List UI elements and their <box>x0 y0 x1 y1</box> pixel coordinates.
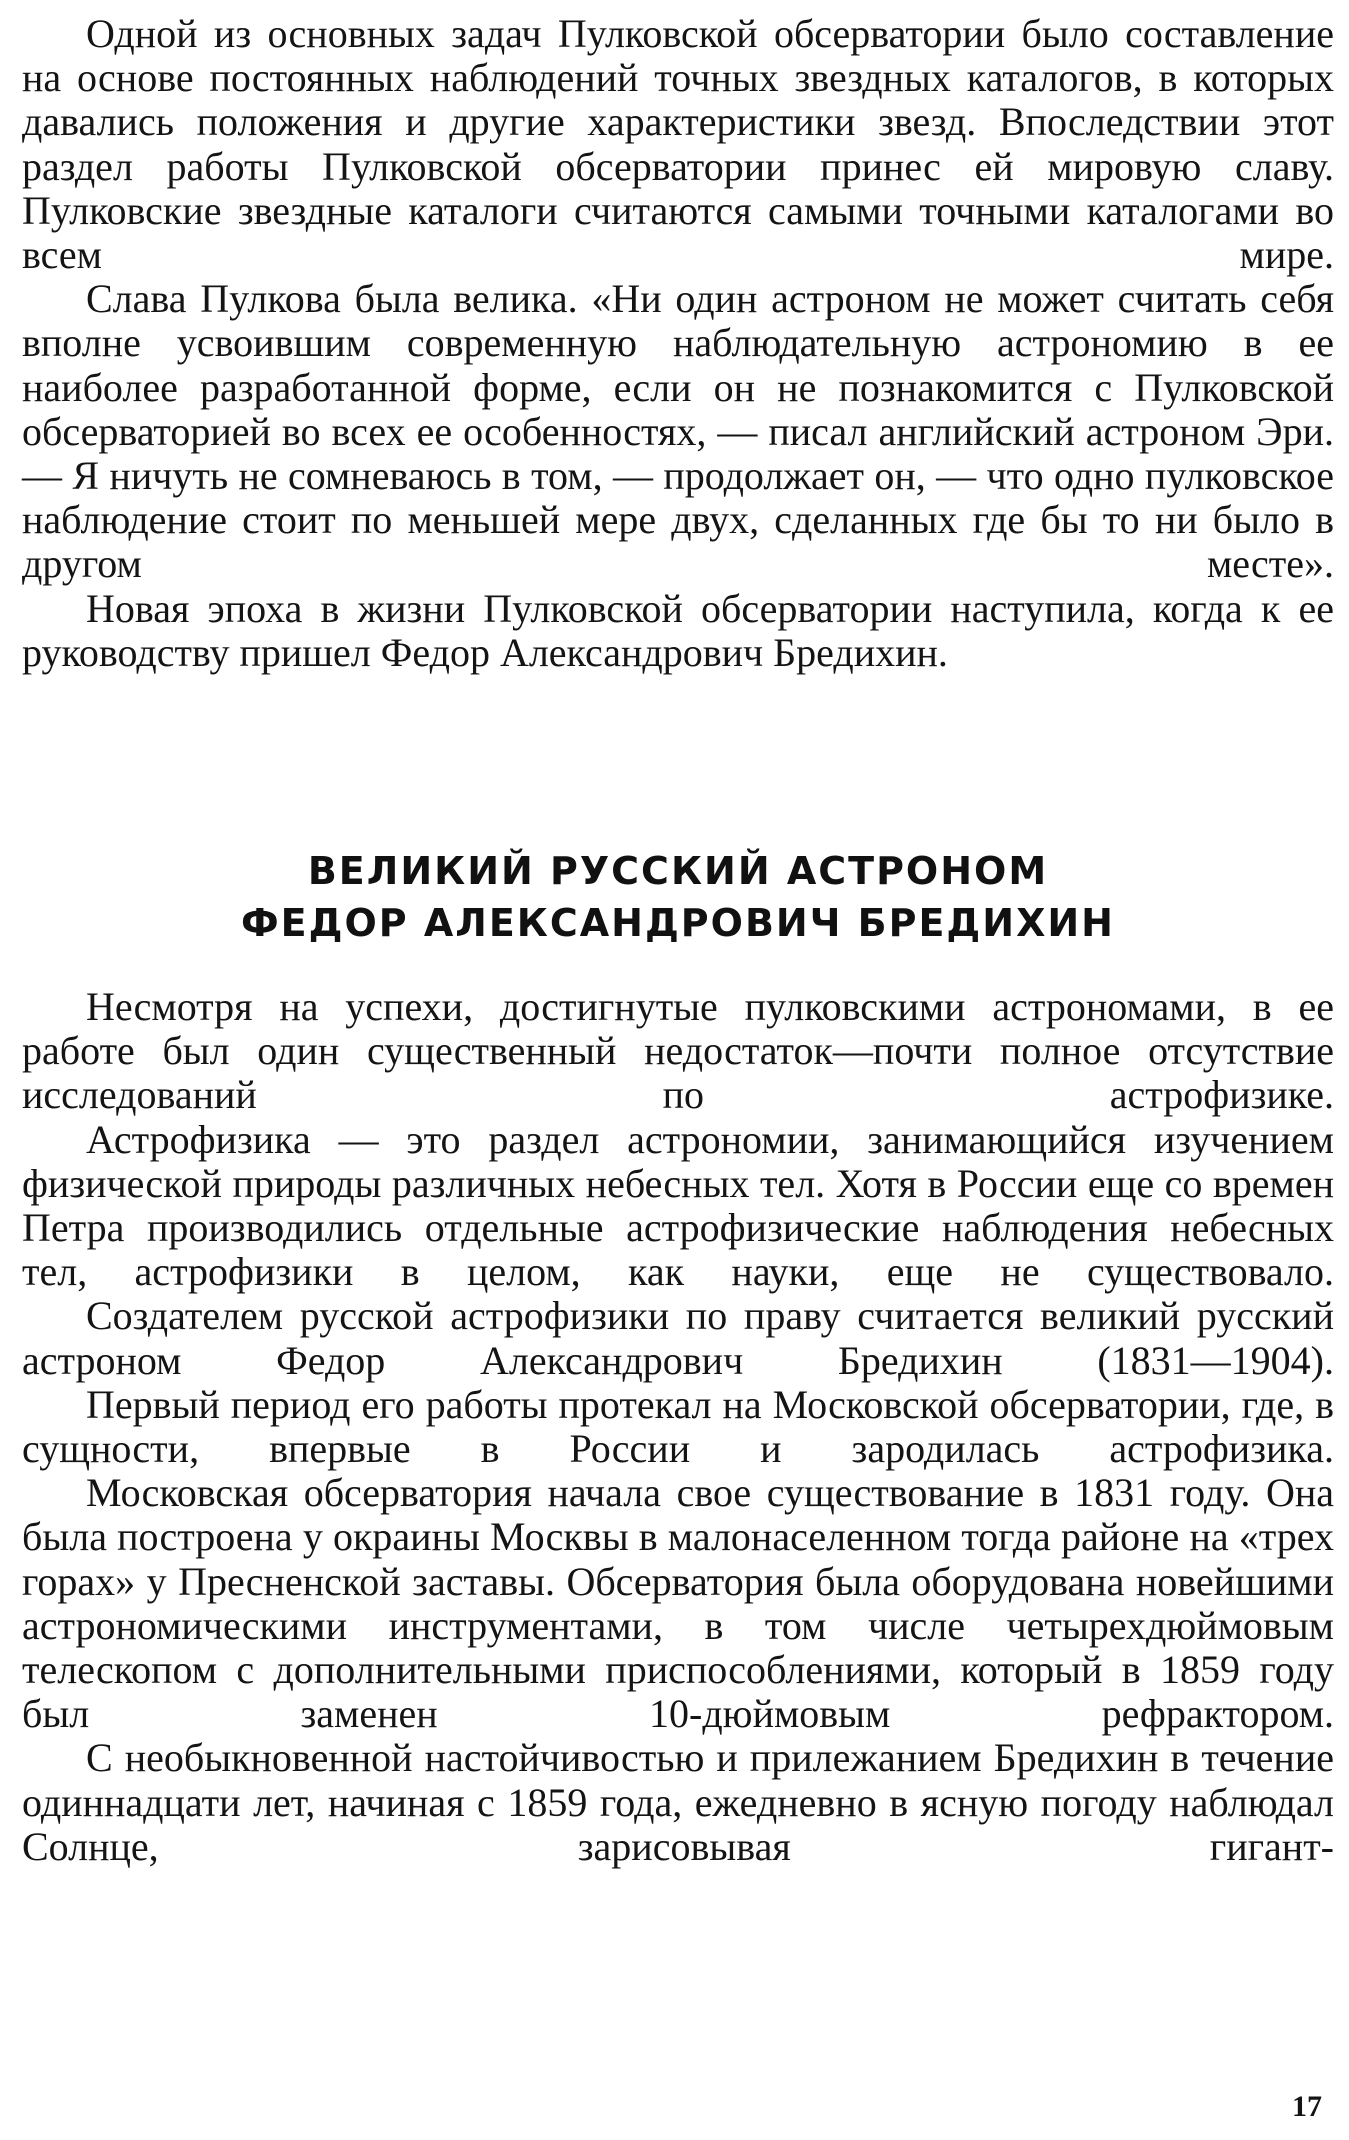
paragraph-sun-observations: С необыкновенной настойчивостью и прилежанием Бредихин в течение одиннадцати лет, начиная с 1859 года, ежедневно в ясную погоду наблюдал Солнце, зарисовывая гигант- <box>22 1735 1334 1869</box>
paragraph-astrophysics-definition: Астрофизика — это раздел астрономии, занимающийся изучением физической природы различных небесных тел. Хотя в России еще со времен Петра производились отдельные астрофизические наблюдения небесных тел, астрофизики в целом, как науки, еще не существовало. <box>22 1116 1334 1295</box>
paragraph-bredikhin-founder: Создателем русской астрофизики по праву считается великий русский астроном Федор Александрович Бредихин (1831—1904). <box>22 1293 1334 1383</box>
heading-line-2: ФЕДОР АЛЕКСАНДРОВИЧ БРЕДИХИН <box>241 901 1115 945</box>
intro-text <box>22 12 1334 675</box>
paragraph-moscow-observatory: Московская обсерватория начала свое существование в 1831 году. Она была построена у окраины Москвы в малонаселенном тогда районе на «трех горах» у Пресненской заставы. Обсерватория была оборудована новейшими астрономическими инструментами, в том числе четырехдюймовым телескопом с дополнительными приспособлениями, который в 1859 году был заменен 10-дюймовым рефрактором. <box>22 1470 1334 1737</box>
section-heading <box>22 845 1334 949</box>
paragraph-astrophysics-gap: Несмотря на успехи, достигнутые пулковскими астрономами, в ее работе был один существенный недостаток—почти полное отсутствие исследований по астрофизике. <box>22 984 1334 1118</box>
book-page <box>22 0 1334 2140</box>
section-body-text <box>22 985 1334 1869</box>
paragraph-pulkovo-catalogs: Одной из основных задач Пулковской обсерватории было составление на основе постоянных наблюдений точных звездных каталогов, в которых давались положения и другие характеристики звезд. Впоследствии этот раздел работы Пулковской обсерватории принес ей мировую славу. Пулковские звездные каталоги считаются самыми точными каталогами во всем мире. <box>22 11 1334 278</box>
paragraph-moscow-period: Первый период его работы протекал на Московской обсерватории, где, в сущности, впервые в России и зародилась астрофизика. <box>22 1381 1334 1472</box>
paragraph-pulkovo-fame: Слава Пулкова была велика. «Ни один астроном не может считать себя вполне усвоившим современную наблюдательную астрономию в ее наиболее разработанной форме, если он не познакомится с Пулковской обсерваторией во всех ее особенностях, — писал английский астроном Эри. — Я ничуть не сомневаюсь в том, — продолжает он, — что одно пулковское наблюдение стоит по меньшей мере двух, сделанных где бы то ни было в другом месте». <box>22 276 1334 587</box>
heading-line-1: ВЕЛИКИЙ РУССКИЙ АСТРОНОМ <box>307 849 1049 893</box>
page-number: 17 <box>1292 2090 1322 2123</box>
paragraph-new-epoch: Новая эпоха в жизни Пулковской обсерватории наступила, когда к ее руководству пришел Федор Александрович Бредихин. <box>22 585 1334 675</box>
